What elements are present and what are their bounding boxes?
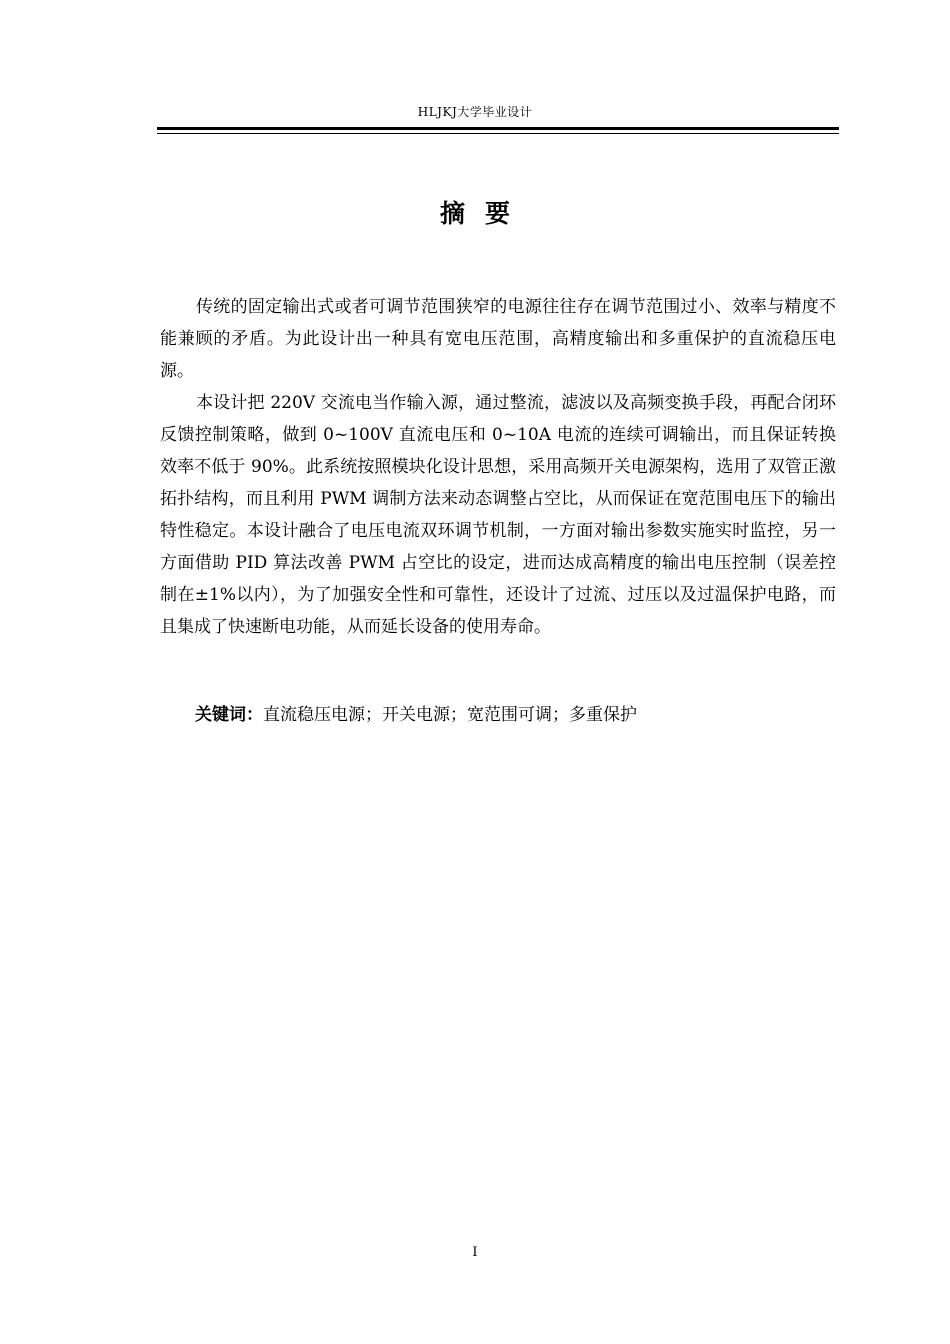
- abstract-body: [160, 291, 836, 643]
- header-rule-thin: [157, 133, 839, 134]
- header-rule-thick: [157, 127, 839, 130]
- abstract-paragraph-2: 本设计把 220V 交流电当作输入源，通过整流，滤波以及高频变换手段，再配合闭环反馈控制策略，做到 0~100V 直流电压和 0~10A 电流的连续可调输出，而且保证转换效率不低于 90%。此系统按照模块化设计思想，采用高频开关电源架构，选用了双管正激拓扑结构，而且利用 PWM 调制方法来动态调整占空比，从而保证在宽范围电压下的输出特性稳定。本设计融合了电压电流双环调节机制，一方面对输出参数实施实时监控，另一方面借助 PID 算法改善 PWM 占空比的设定，进而达成高精度的输出电压控制（误差控制在±1%以内），为了加强安全性和可靠性，还设计了过流、过压以及过温保护电路，而且集成了快速断电功能，从而延长设备的使用寿命。: [160, 393, 836, 637]
- abstract-paragraph-1: 传统的固定输出式或者可调节范围狭窄的电源往往存在调节范围过小、效率与精度不能兼顾的矛盾。为此设计出一种具有宽电压范围，高精度输出和多重保护的直流稳压电源。: [160, 297, 836, 381]
- keywords-text: 直流稳压电源；开关电源；宽范围可调；多重保护: [263, 705, 637, 725]
- page-title: 摘要: [439, 199, 530, 228]
- keywords-line: [195, 699, 637, 731]
- keywords-label: 关键词：: [195, 705, 263, 725]
- running-header: HLJKJ大学毕业设计: [417, 105, 533, 119]
- page-number: I: [472, 1245, 478, 1260]
